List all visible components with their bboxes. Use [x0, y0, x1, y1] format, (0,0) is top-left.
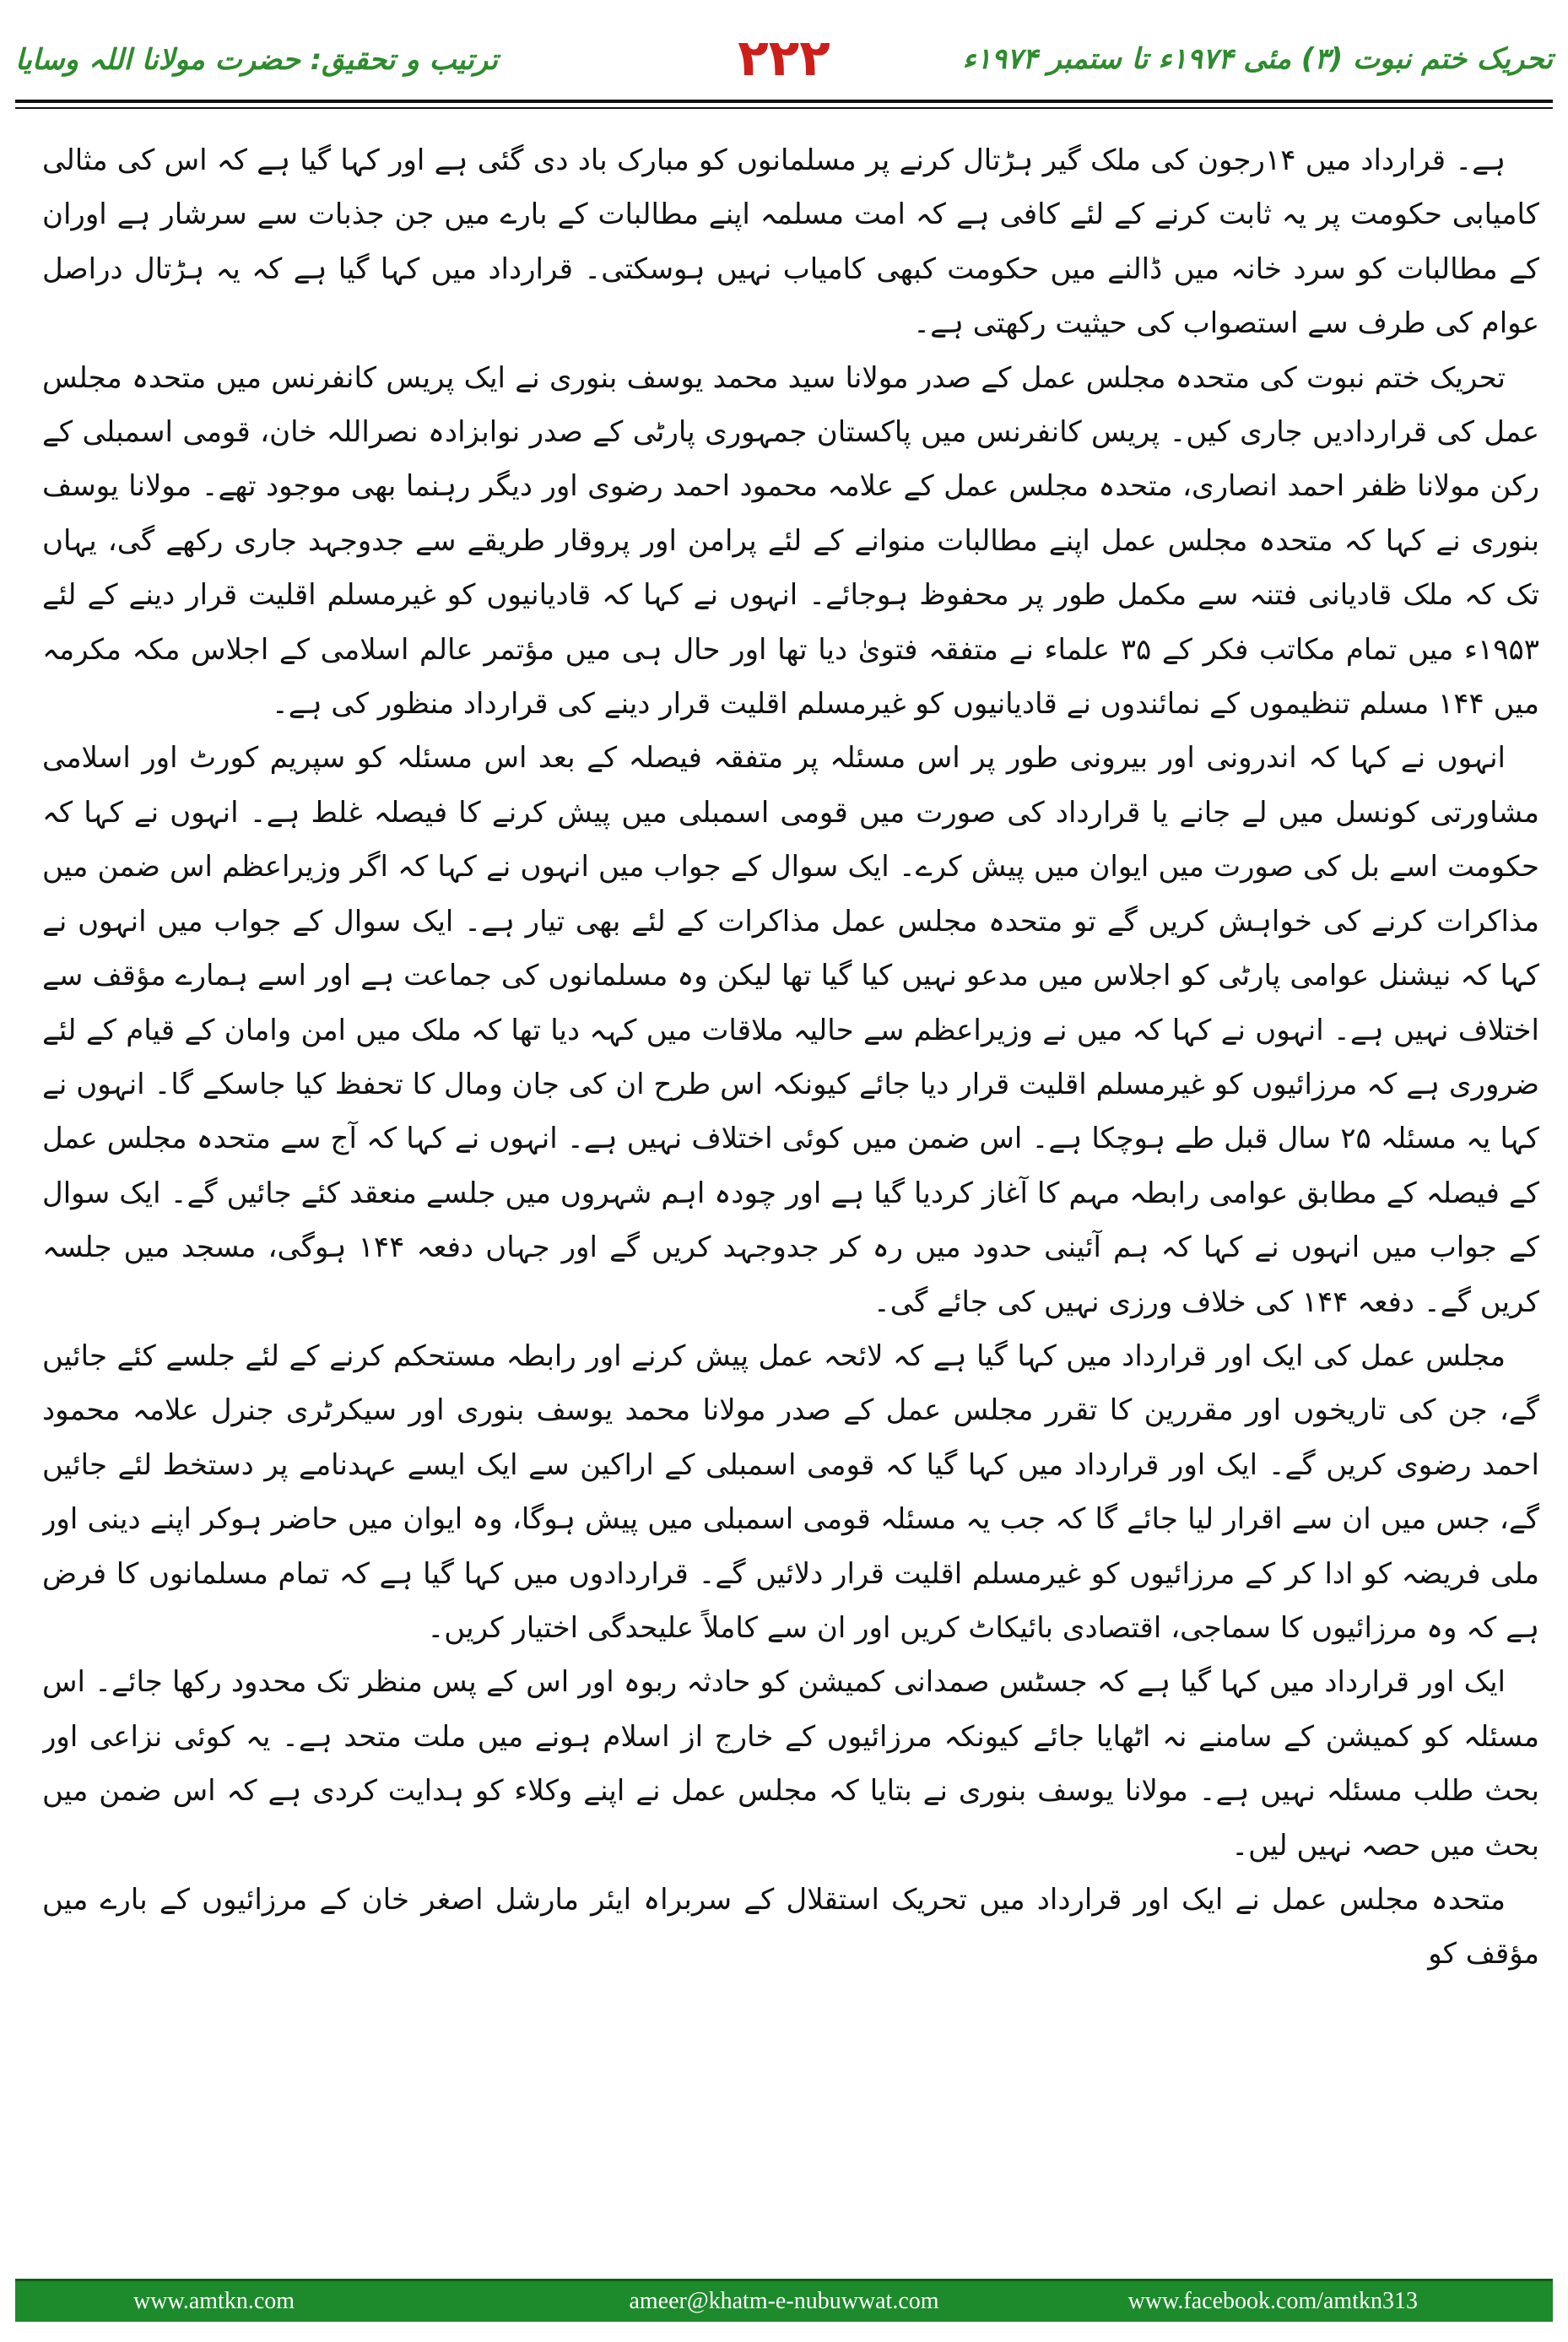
page-header — [0, 0, 1568, 127]
page-number: ۲۲۲ — [738, 29, 830, 88]
email-link[interactable]: ameer@khatm-e-nubuwwat.com — [629, 2288, 939, 2314]
book-title: تحریک ختم نبوت (۳) مئی ۱۹۷۴ء تا ستمبر ۱۹۷۴ء — [962, 42, 1553, 76]
website-link[interactable]: www.amtkn.com — [133, 2288, 295, 2314]
paragraph: متحدہ مجلس عمل نے ایک اور قرارداد میں تحریک استقلال کے سربراہ ایئر مارشل اصغر خان کے مرزائیوں کے بارے میں مؤقف کو — [42, 1883, 1539, 1971]
header-divider — [15, 100, 1553, 103]
header-divider-thin — [15, 107, 1553, 109]
facebook-link[interactable]: www.facebook.com/amtkn313 — [1127, 2288, 1418, 2314]
paragraph: انہوں نے کہا کہ اندرونی اور بیرونی طور پر اس مسئلہ پر متفقہ فیصلہ کے بعد اس مسئلہ کو سپریم کورٹ اور اسلامی مشاورتی کونسل میں لے جانے یا قرارداد کی صورت میں قومی اسمبلی میں پیش کرنے کا فیصلہ غلط ہے۔ انہوں نے کہا کہ حکومت اسے بل کی صورت میں ایوان میں پیش کرے۔ ایک سوال کے جواب میں انہوں نے کہا کہ اگر وزیراعظم اس ضمن میں مذاکرات کرنے کی خواہش کریں گے تو متحدہ مجلس عمل مذاکرات کے لئے بھی تیار ہے۔ ایک سوال کے جواب میں انہوں نے کہا کہ نیشنل عوامی پارٹی کو اجلاس میں مدعو نہیں کیا گیا تھا لیکن وہ مسلمانوں کی جماعت ہے اور اسے ہمارے مؤقف سے اختلاف نہیں ہے۔ انہوں نے کہا کہ میں نے وزیراعظم سے حالیہ ملاقات میں کہہ دیا تھا کہ ملک میں امن وامان کے قیام کے لئے ضروری ہے کہ مرزائیوں کو غیرمسلم اقلیت قرار دیا جائے کیونکہ اس طرح ان کی جان ومال کا تحفظ کیا جاسکے گا۔ انہوں نے کہا یہ مسئلہ ۲۵ سال قبل طے ہوچکا ہے۔ اس ضمن میں کوئی اختلاف نہیں ہے۔ انہوں نے کہا کہ آج سے متحدہ مجلس عمل کے فیصلہ کے مطابق عوامی رابطہ مہم کا آغاز کردیا گیا ہے اور چودہ اہم شہروں میں جلسے منعقد کئے جائیں گے۔ ایک سوال کے جواب میں انہوں نے کہا کہ ہم آئینی حدود میں رہ کر جدوجہد کریں گے اور جہاں دفعہ ۱۴۴ ہوگی، مسجد میں جلسہ کریں گے۔ دفعہ ۱۴۴ کی خلاف ورزی نہیں کی جائے گی۔ — [42, 741, 1539, 1319]
page-footer — [15, 2279, 1553, 2322]
paragraph: ایک اور قرارداد میں کہا گیا ہے کہ جسٹس صمدانی کمیشن کو حادثہ ربوہ اور اس کے پس منظر تک محدود رکھا جائے۔ اس مسئلہ کو کمیشن کے سامنے نہ اٹھایا جائے کیونکہ مرزائیوں کے خارج از اسلام ہونے میں ملت متحد ہے۔ یہ کوئی نزاعی اور بحث طلب مسئلہ نہیں ہے۔ مولانا یوسف بنوری نے بتایا کہ مجلس عمل نے اپنے وکلاء کو ہدایت کردی ہے کہ اس ضمن میں بحث میں حصہ نہیں لیں۔ — [42, 1665, 1539, 1863]
compiler-credit: ترتیب و تحقیق: حضرت مولانا اللہ وسایا — [15, 43, 498, 77]
paragraph: تحریک ختم نبوت کی متحدہ مجلس عمل کے صدر مولانا سید محمد یوسف بنوری نے ایک پریس کانفرنس میں متحدہ مجلس عمل کی قراردادیں جاری کیں۔ پریس کانفرنس میں پاکستان جمہوری پارٹی کے صدر نوابزادہ نصراللہ خان، قومی اسمبلی کے رکن مولانا ظفر احمد انصاری، متحدہ مجلس عمل کے علامہ محمود احمد رضوی اور دیگر رہنما بھی موجود تھے۔ مولانا یوسف بنوری نے کہا کہ متحدہ مجلس عمل اپنے مطالبات منوانے کے لئے پرامن اور پروقار طریقے سے جدوجہد جاری رکھے گی، یہاں تک کہ ملک قادیانی فتنہ سے مکمل طور پر محفوظ ہوجائے۔ انہوں نے کہا کہ قادیانیوں کو غیرمسلم اقلیت قرار دینے کے لئے ۱۹۵۳ء میں تمام مکاتب فکر کے ۳۵ علماء نے متفقہ فتویٰ دیا تھا اور حال ہی میں مؤتمر عالم اسلامی کے اجلاس مکہ مکرمہ میں ۱۴۴ مسلم تنظیموں کے نمائندوں نے قادیانیوں کو غیرمسلم اقلیت قرار دینے کی قرارداد منظور کی ہے۔ — [42, 360, 1539, 722]
article-body — [42, 133, 1539, 2218]
paragraph: مجلس عمل کی ایک اور قرارداد میں کہا گیا ہے کہ لائحہ عمل پیش کرنے اور رابطہ مستحکم کرنے کے لئے جلسے کئے جائیں گے، جن کی تاریخوں اور مقررین کا تقرر مجلس عمل کے صدر مولانا محمد یوسف بنوری اور سیکرٹری جنرل علامہ محمود احمد رضوی کریں گے۔ ایک اور قرارداد میں کہا گیا کہ قومی اسمبلی کے اراکین سے ایک ایسے عہدنامے پر دستخط لئے جائیں گے، جس میں ان سے اقرار لیا جائے گا کہ جب یہ مسئلہ قومی اسمبلی میں پیش ہوگا، وہ ایوان میں حاضر ہوکر اپنے دینی اور ملی فریضہ کو ادا کر کے مرزائیوں کو غیرمسلم اقلیت قرار دلائیں گے۔ قراردادوں میں کہا گیا ہے کہ تمام مسلمانوں کا فرض ہے کہ وہ مرزائیوں کا سماجی، اقتصادی بائیکاٹ کریں اور ان سے کاملاً علیحدگی اختیار کریں۔ — [42, 1339, 1539, 1645]
paragraph: ہے۔ قرارداد میں ۱۴رجون کی ملک گیر ہڑتال کرنے پر مسلمانوں کو مبارک باد دی گئی ہے اور کہا گیا ہے کہ اس کی مثالی کامیابی حکومت پر یہ ثابت کرنے کے لئے کافی ہے کہ امت مسلمہ اپنے مطالبات کے بارے میں جن جذبات سے سرشار ہے اوران کے مطالبات کو سرد خانہ میں ڈالنے میں حکومت کبھی کامیاب نہیں ہوسکتی۔ قرارداد میں کہا گیا ہے کہ یہ ہڑتال دراصل عوام کی طرف سے استصواب کی حیثیت رکھتی ہے۔ — [42, 143, 1539, 341]
